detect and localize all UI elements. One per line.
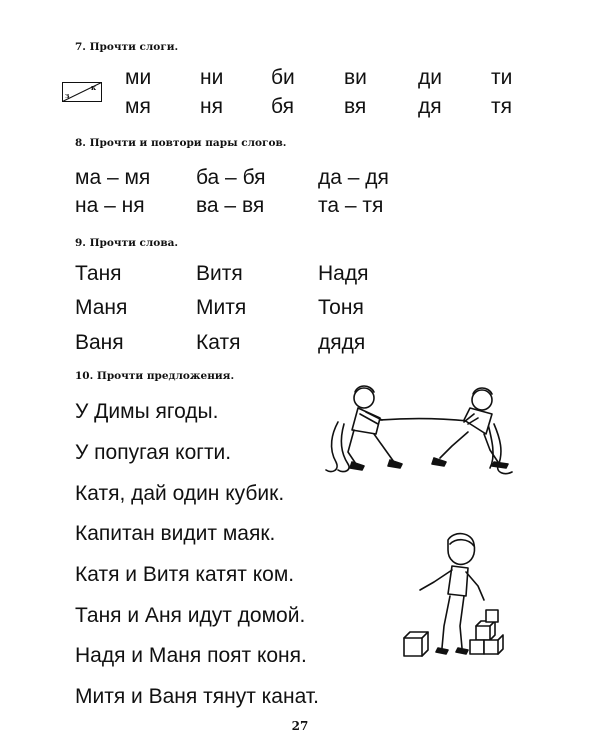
scheme-k-label: к [91, 83, 97, 92]
syllable: ви [344, 66, 367, 89]
syllable: тя [491, 95, 512, 118]
sentence: Надя и Маня поят коня. [75, 644, 307, 667]
syllable-pair: та – тя [318, 194, 384, 217]
word: Ваня [75, 331, 124, 354]
girl-with-blocks-illustration [398, 530, 510, 660]
exercise-10-heading: 10. Прочти предложения. [75, 370, 235, 382]
sentence: Митя и Ваня тянут канат. [75, 685, 319, 708]
exercise-7-heading: 7. Прочти слоги. [75, 41, 179, 53]
syllable: ня [200, 95, 223, 118]
syllable: дя [418, 95, 442, 118]
word: Витя [196, 262, 243, 285]
page-number: 27 [291, 719, 309, 733]
syllable-pair: да – дя [318, 166, 389, 189]
sentence: Таня и Аня идут домой. [75, 604, 306, 627]
sentence: У попугая когти. [75, 441, 232, 464]
exercise-9-heading: 9. Прочти слова. [75, 237, 179, 249]
syllable: ди [418, 66, 442, 89]
syllable: ми [125, 66, 152, 89]
sentence: Катя, дай один кубик. [75, 482, 285, 505]
word: Катя [196, 331, 241, 354]
syllable-pair: на – ня [75, 194, 145, 217]
syllable-scheme-icon [62, 82, 102, 102]
sentence: У Димы ягоды. [75, 400, 219, 423]
word: Надя [318, 262, 369, 285]
word: Тоня [318, 296, 364, 319]
syllable-pair: ба – бя [196, 166, 266, 189]
syllable-pair: ва – вя [196, 194, 265, 217]
syllable: вя [344, 95, 367, 118]
sentence: Капитан видит маяк. [75, 522, 276, 545]
exercise-8-heading: 8. Прочти и повтори пары слогов. [75, 137, 287, 149]
word: Маня [75, 296, 128, 319]
word: Таня [75, 262, 122, 285]
sentence: Катя и Витя катят ком. [75, 563, 295, 586]
word: Митя [196, 296, 247, 319]
syllable: би [271, 66, 295, 89]
tug-of-war-illustration [318, 378, 528, 480]
syllable: бя [271, 95, 294, 118]
syllable: ти [491, 66, 513, 89]
word: дядя [318, 331, 366, 354]
syllable: ни [200, 66, 224, 89]
syllable-pair: ма – мя [75, 166, 151, 189]
scheme-z-label: з [65, 91, 70, 100]
syllable: мя [125, 95, 151, 118]
